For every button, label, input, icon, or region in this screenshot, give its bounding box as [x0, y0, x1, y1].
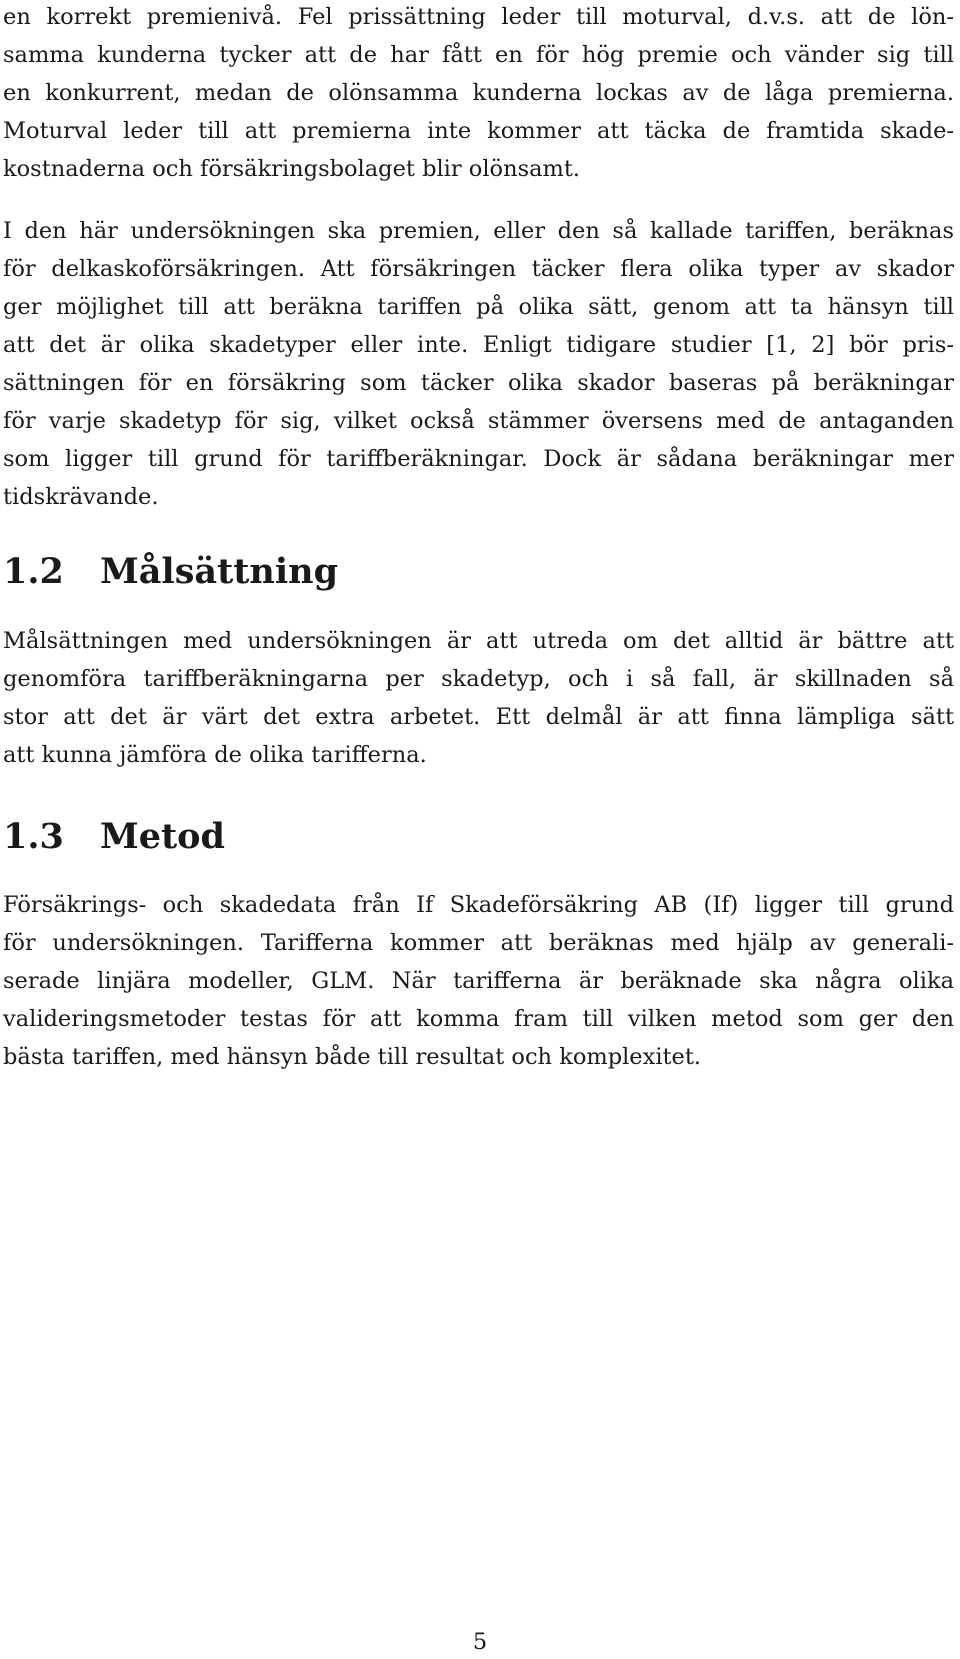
- text-line: I den här undersökningen ska premien, eller den så kallade tariffen, beräknas: [3, 218, 954, 244]
- text-line: ger möjlighet till att beräkna tariffen på olika sätt, genom att ta hänsyn till: [3, 294, 954, 320]
- text-line: Målsättningen med undersökningen är att utreda om det alltid är bättre att: [3, 628, 954, 654]
- text-line: en konkurrent, medan de olönsamma kunderna lockas av de låga premierna.: [3, 80, 954, 106]
- text-line: för delkaskoförsäkringen. Att försäkringen täcker flera olika typer av skador: [3, 256, 954, 282]
- text-line: tidskrävande.: [3, 484, 159, 510]
- text-line: samma kunderna tycker att de har fått en för hög premie och vänder sig till: [3, 42, 954, 68]
- text-line: för varje skadetyp för sig, vilket också stämmer översens med de antaganden: [3, 408, 954, 434]
- section-number: 1.3: [3, 816, 64, 857]
- paragraph-intro-continuation: [3, 0, 954, 188]
- text-line: Försäkrings- och skadedata från If Skadeförsäkring AB (If) ligger till grund: [3, 892, 954, 918]
- text-line: stor att det är värt det extra arbetet. Ett delmål är att finna lämpliga sätt: [3, 704, 954, 730]
- section-title: Målsättning: [100, 551, 339, 592]
- paragraph-malsattning: [3, 622, 954, 774]
- text-line: en korrekt premienivå. Fel prissättning leder till moturval, d.v.s. att de lön-: [3, 4, 954, 30]
- section-title: Metod: [100, 816, 225, 857]
- text-line: genomföra tariffberäkningarna per skadetyp, och i så fall, är skillnaden så: [3, 666, 954, 692]
- section-heading-malsattning: [3, 547, 338, 597]
- text-line: kostnaderna och försäkringsbolaget blir olönsamt.: [3, 156, 581, 182]
- text-line: som ligger till grund för tariffberäkningar. Dock är sådana beräkningar mer: [3, 446, 954, 472]
- text-line: att kunna jämföra de olika tarifferna.: [3, 742, 427, 768]
- text-line: att det är olika skadetyper eller inte. Enligt tidigare studier [1, 2] bör pris-: [3, 332, 954, 358]
- text-line: Moturval leder till att premierna inte kommer att täcka de framtida skade-: [3, 118, 954, 144]
- page-number: 5: [472, 1629, 488, 1655]
- text-line: sättningen för en försäkring som täcker olika skador baseras på beräkningar: [3, 370, 954, 396]
- text-line: för undersökningen. Tarifferna kommer att beräknas med hjälp av generali-: [3, 930, 954, 956]
- paragraph-metod: [3, 886, 954, 1076]
- section-number: 1.2: [3, 551, 64, 592]
- text-line: bästa tariffen, med hänsyn både till resultat och komplexitet.: [3, 1044, 702, 1070]
- paragraph-tariff-calculation: [3, 212, 954, 516]
- section-heading-metod: [3, 812, 225, 862]
- text-line: serade linjära modeller, GLM. När tarifferna är beräknade ska några olika: [3, 968, 954, 994]
- text-line: valideringsmetoder testas för att komma fram till vilken metod som ger den: [3, 1006, 954, 1032]
